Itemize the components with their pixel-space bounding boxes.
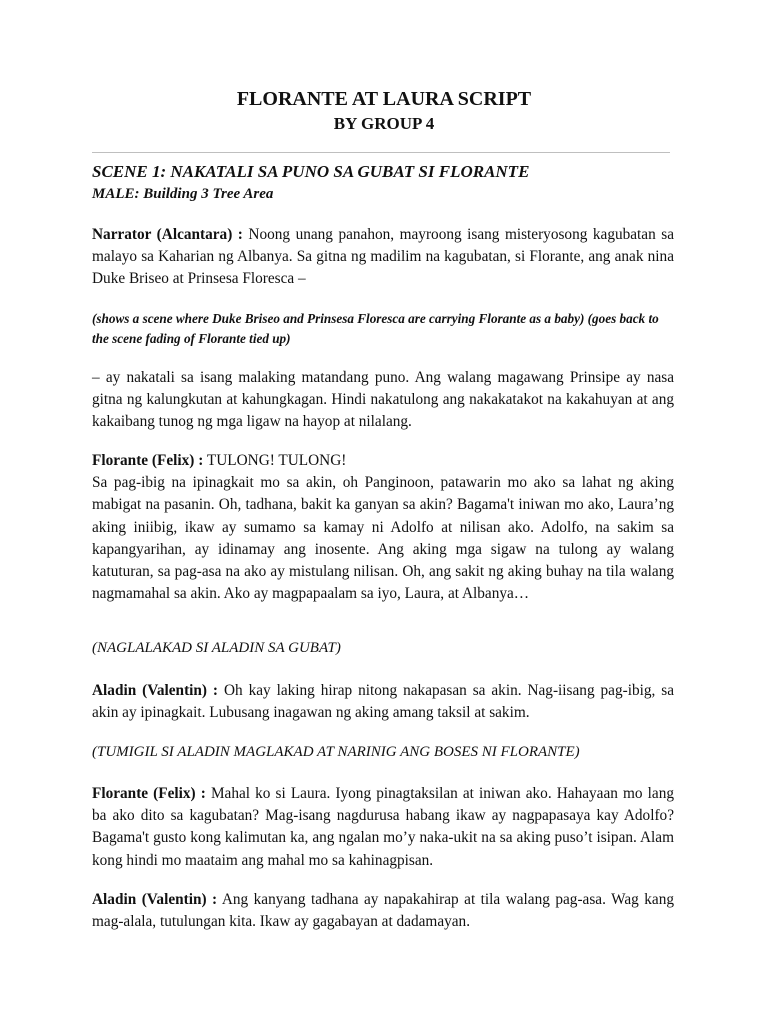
dialogue-text: Noong unang panahon, mayroong isang misteryosong kagubatan sa malayo sa Kaharian ng Albanya. Sa gitna ng madilim na kagubatan, si Florante, ang anak nina Duke Briseo at Prinsesa Floresca – <box>92 226 674 288</box>
horizontal-divider <box>92 152 670 153</box>
scene-location: MALE: Building 3 Tree Area <box>92 186 274 202</box>
document-title: FLORANTE AT LAURA SCRIPT <box>236 88 532 110</box>
document-subtitle: BY GROUP 4 <box>333 114 435 133</box>
scene-heading: SCENE 1: NAKATALI SA PUNO SA GUBAT SI FLORANTE <box>92 162 530 181</box>
stage-direction: (NAGLALAKAD SI ALADIN SA GUBAT) <box>92 640 341 656</box>
dialogue-text: Mahal ko si Laura. Iyong pinagtaksilan at iniwan ako. Hahayaan mo lang ba ako dito sa kagubatan? Mag-isang nagdurusa habang ikaw ay nagpapasaya kay Adolfo? Bagama't gusto kong kalimutan ka, ang ngalan mo’y naka-ukit na sa aking puso’t isipan. Alam kong hindi mo maataim ang mahal mo sa kahinagpisan. <box>92 785 674 869</box>
speaker-name: Narrator (Alcantara) : <box>92 226 243 243</box>
dialogue-text: Oh kay laking hirap nitong nakapasan sa akin. Nag-iisang pag-ibig, sa akin ay ipinagkait. Lubusang inagawan ng aking amang taksil at sakim. <box>92 682 674 722</box>
dialogue-florante <box>92 783 674 872</box>
dialogue-aladin <box>92 889 674 933</box>
dialogue-aladin <box>92 680 674 724</box>
dialogue-text: Sa pag-ibig na ipinagkait mo sa akin, oh Panginoon, patawarin mo ako sa lahat ng aking mabigat na pasanin. Oh, tadhana, bakit ka ganyan sa akin? Bagama't iniwan mo ako, Laura’ng aking iniibig, ikaw ay sumamo sa kamay ni Adolfo at nilisan ako. Adolfo, na sakim sa kapangyarihan, ay idinamay ang inosente. Ang aking mga sigaw na tulong ay walang katuturan, sa pag-asa na ako ay mistulang nilisan. Oh, ang sakit ng aking buhay na tila walang nagmamahal sa akin. Ako ay magpapaalam sa iyo, Laura, at Albanya… <box>92 474 674 603</box>
stage-direction: (shows a scene where Duke Briseo and Prinsesa Floresca are carrying Florante as a baby) (goes back to the scene fading of Florante tied up) <box>92 311 659 346</box>
speaker-name: Florante (Felix) : <box>92 452 204 469</box>
narration-text: – ay nakatali sa isang malaking matandang puno. Ang walang magawang Prinsipe ay nasa gitna ng kalungkutan at kahungkagan. Hindi nakatulong ang nakakatakot na kakahuyan at ang kakaibang tunog ng mga ligaw na hayop at nilalang. <box>92 369 674 431</box>
stage-direction: (TUMIGIL SI ALADIN MAGLAKAD AT NARINIG ANG BOSES NI FLORANTE) <box>92 744 580 760</box>
dialogue-florante <box>92 450 674 605</box>
dialogue-first-line: TULONG! TULONG! <box>206 452 347 469</box>
dialogue-narrator <box>92 224 674 291</box>
dialogue-text: Ang kanyang tadhana ay napakahirap at tila walang pag-asa. Wag kang mag-alala, tutulungan kita. Ikaw ay gagabayan at dadamayan. <box>92 891 674 931</box>
speaker-name: Florante (Felix) : <box>92 785 206 802</box>
speaker-name: Aladin (Valentin) : <box>92 891 218 908</box>
speaker-name: Aladin (Valentin) : <box>92 682 219 699</box>
